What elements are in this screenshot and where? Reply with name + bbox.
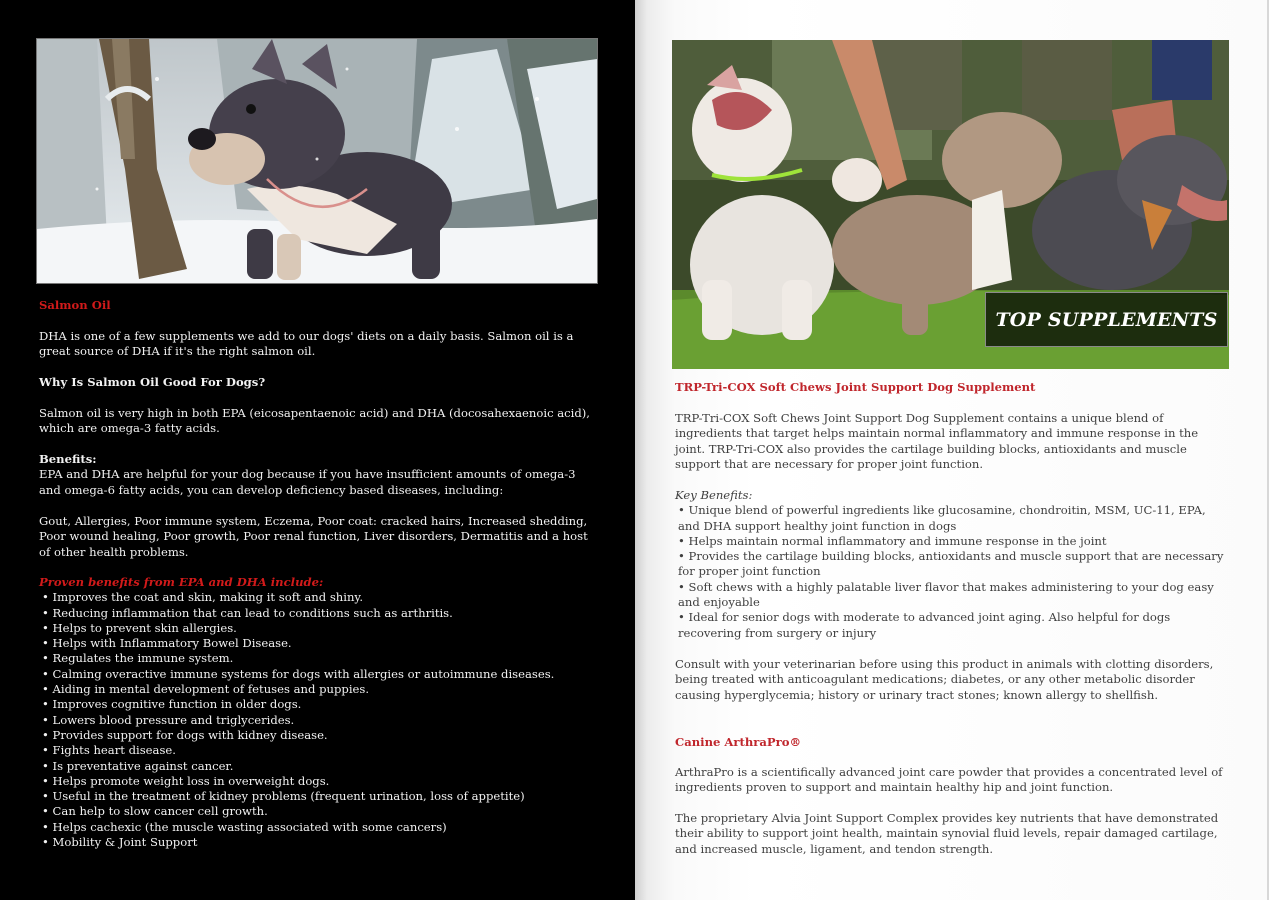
list-item: • Unique blend of powerful ingredients like glucosamine, chondroitin, MSM, UC-11, EPA, and DHA support healthy joint function in dogs	[675, 503, 1227, 534]
list-item: • Useful in the treatment of kidney problems (frequent urination, loss of appetite)	[39, 789, 599, 804]
list-item: • Reducing inflammation that can lead to conditions such as arthritis.	[39, 606, 599, 621]
list-item: • Helps promote weight loss in overweight dogs.	[39, 774, 599, 789]
consult-text: Consult with your veterinarian before using this product in animals with clotting disorders, being treated with anticoagulant medications; diabetes, or any other metabolic disorder causing hyperglycemia; history or urinary tract stones; known allergy to shellfish.	[675, 657, 1214, 702]
dog-in-snow-photo	[36, 38, 598, 284]
product2-title: Canine ArthraPro®	[675, 735, 802, 749]
list-item: • Lowers blood pressure and triglycerides.	[39, 713, 599, 728]
key-benefits-section	[675, 488, 1227, 641]
key-benefits-list	[675, 503, 1227, 641]
benefits-section	[39, 452, 599, 498]
proven-benefits-list	[39, 590, 599, 850]
dogs-group-photo	[672, 40, 1229, 369]
product1-description: TRP-Tri-COX Soft Chews Joint Support Dog Supplement contains a unique blend of ingredients that target helps maintain normal inflammatory and immune response in the joint. TRP-Tri-COX also provides the cartilage building blocks, antioxidants and muscle support that are necessary for proper joint function.	[675, 411, 1199, 471]
product2-description-2: The proprietary Alvia Joint Support Complex provides key nutrients that have demonstrated their ability to support joint health, maintain synovial fluid levels, repair damaged cartilage, and increased muscle, ligament, and tendon strength.	[675, 811, 1219, 856]
right-page	[635, 0, 1269, 900]
proven-benefits-heading: Proven benefits from EPA and DHA include:	[39, 575, 324, 589]
salmon-oil-answer: Salmon oil is very high in both EPA (eicosapentaenoic acid) and DHA (docosahexaenoic acid), which are omega-3 fatty acids.	[39, 406, 590, 436]
list-item: • Soft chews with a highly palatable liver flavor that makes administering to your dog easy and enjoyable	[675, 580, 1227, 611]
list-item: • Aiding in mental development of fetuses and puppies.	[39, 682, 599, 697]
list-item: • Provides support for dogs with kidney disease.	[39, 728, 599, 743]
diseases-text: Gout, Allergies, Poor immune system, Eczema, Poor coat: cracked hairs, Increased shedding, Poor wound healing, Poor growth, Poor renal function, Liver disorders, Dermatitis and a host of other health problems.	[39, 514, 588, 559]
list-item: • Is preventative against cancer.	[39, 759, 599, 774]
list-item: • Helps with Inflammatory Bowel Disease.	[39, 636, 599, 651]
why-salmon-oil-question: Why Is Salmon Oil Good For Dogs?	[39, 375, 266, 389]
list-item: • Ideal for senior dogs with moderate to advanced joint aging. Also helpful for dogs recovering from surgery or injury	[675, 610, 1227, 641]
salmon-oil-intro: DHA is one of a few supplements we add to our dogs' diets on a daily basis. Salmon oil is a great source of DHA if it's the right salmon oil.	[39, 329, 574, 359]
key-benefits-label: Key Benefits:	[675, 488, 753, 502]
list-item: • Calming overactive immune systems for dogs with allergies or autoimmune diseases.	[39, 667, 599, 682]
list-item: • Helps to prevent skin allergies.	[39, 621, 599, 636]
list-item: • Helps maintain normal inflammatory and immune response in the joint	[675, 534, 1227, 549]
list-item: • Fights heart disease.	[39, 743, 599, 758]
list-item: • Mobility & Joint Support	[39, 835, 599, 850]
list-item: • Helps cachexic (the muscle wasting associated with some cancers)	[39, 820, 599, 835]
benefits-label: Benefits:	[39, 452, 97, 466]
salmon-oil-heading: Salmon Oil	[39, 298, 111, 312]
product2-description: ArthraPro is a scientifically advanced joint care powder that provides a concentrated level of ingredients proven to support and maintain healthy hip and joint function.	[675, 765, 1223, 795]
list-item: • Can help to slow cancer cell growth.	[39, 804, 599, 819]
top-supplements-banner: TOP SUPPLEMENTS	[985, 292, 1228, 347]
proven-benefits-section	[39, 575, 599, 850]
list-item: • Improves cognitive function in older dogs.	[39, 697, 599, 712]
product1-title: TRP-Tri-COX Soft Chews Joint Support Dog Supplement	[675, 380, 1036, 394]
list-item: • Provides the cartilage building blocks, antioxidants and muscle support that are necessary for proper joint function	[675, 549, 1227, 580]
list-item: • Regulates the immune system.	[39, 651, 599, 666]
list-item: • Improves the coat and skin, making it soft and shiny.	[39, 590, 599, 605]
benefits-text: EPA and DHA are helpful for your dog because if you have insufficient amounts of omega-3 and omega-6 fatty acids, you can develop deficiency based diseases, including:	[39, 467, 576, 497]
